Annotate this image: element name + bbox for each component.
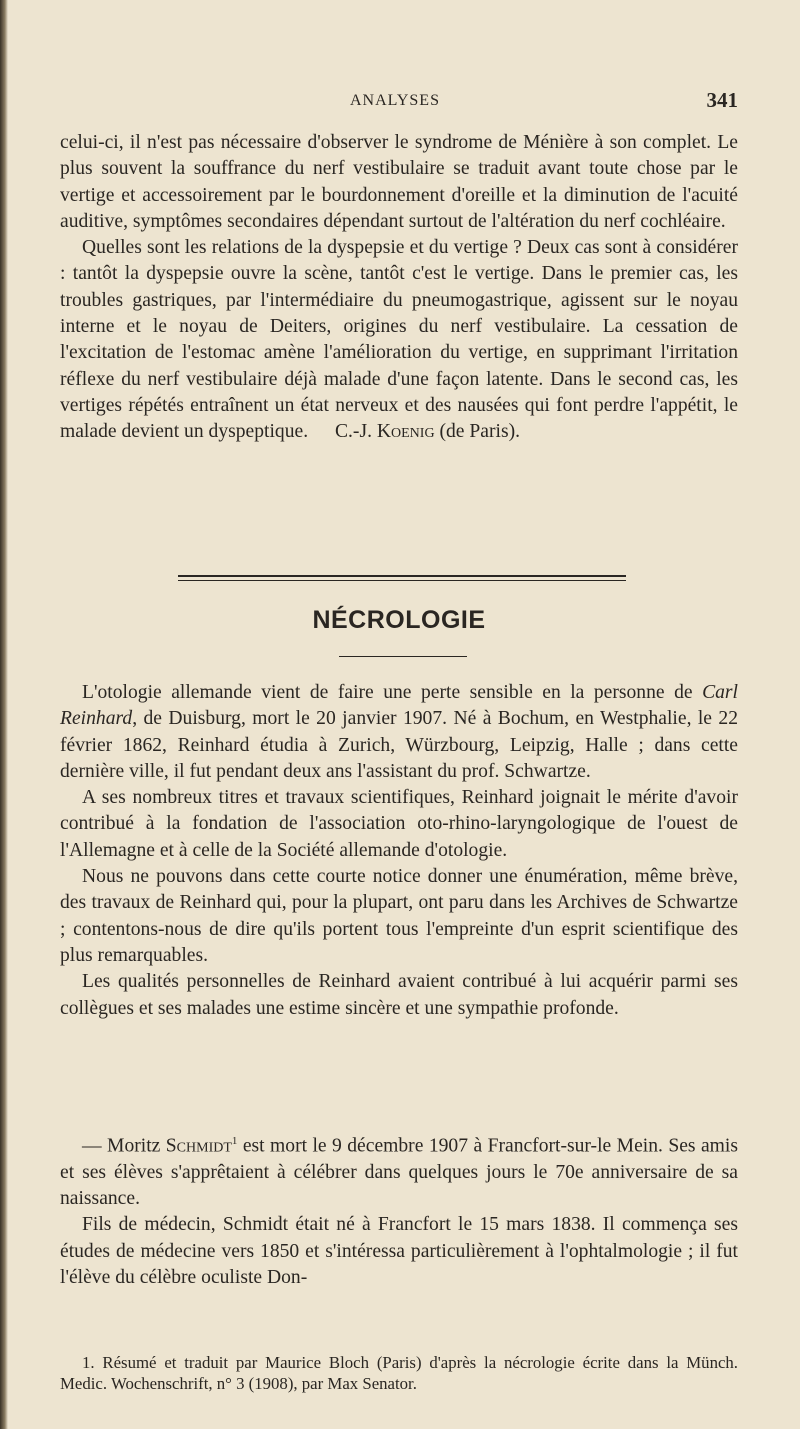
section-title: NÉCROLOGIE [312, 606, 486, 634]
page-binding-edge [0, 0, 8, 1429]
obituary-text: , de Duisburg, mort le 20 janvier 1907. Né à Bochum, en Westphalie, le 22 février 1862, Reinhard étudia à Zurich, Würzbourg, Leipzig, Halle ; dans cette dernière ville, il fut pendant deux ans l'assistant du prof. Schwartze. [60, 708, 738, 782]
footnote [60, 1352, 738, 1394]
obituary-text: L'otologie allemande vient de faire une perte sensible en la personne de [82, 682, 703, 703]
obituary-paragraph: Les qualités personnelles de Reinhard avaient contribué à lui acquérir parmi ses collègues et ses malades une estime sincère et une sympathie profonde. [60, 971, 738, 1019]
signature-place: (de Paris). [439, 421, 520, 443]
obituary-paragraph [60, 1128, 738, 1212]
obituary-schmidt [60, 1128, 738, 1291]
obituary-paragraph: Fils de médecin, Schmidt était né à Francfort le 15 mars 1838. Il commença ses études de médecine vers 1850 et s'intéressa particulièrement à l'ophtalmologie ; il fut l'élève du célèbre oculiste Don- [60, 1214, 738, 1289]
footnote-text: 1. Résumé et traduit par Maurice Bloch (Paris) d'après la nécrologie écrite dans la Münch. Medic. Wochenschrift, n° 3 (1908), par Max Senator. [60, 1353, 738, 1393]
obituary-text: est mort le 9 décembre 1907 à Francfort-sur-le Mein. Ses amis et ses élèves s'apprêtaient à célébrer dans quelques jours le 70e anniversaire de sa naissance. [60, 1135, 738, 1210]
review-signature [313, 419, 520, 445]
running-head [60, 88, 738, 118]
page-number: 341 [706, 88, 738, 112]
review-paragraph: celui-ci, il n'est pas nécessaire d'observer le syndrome de Ménière à son complet. Le plus souvent la souffrance du nerf vestibulaire se traduit avant toute chose par le vertige et accessoirement par le bourdonnement d'oreille et la diminution de l'acuité auditive, symptômes secondaires dépendant surtout de l'altération du nerf cochléaire. [60, 132, 738, 232]
obituary-paragraph: A ses nombreux titres et travaux scientifiques, Reinhard joignait le mérite d'avoir contribué à la fondation de l'association oto-rhino-laryngologique de l'ouest de l'Allemagne et à celle de la Société allemande d'otologie. [60, 787, 738, 861]
footnote-marker: 1 [231, 1135, 238, 1147]
obituary-paragraph: Nous ne pouvons dans cette courte notice donner une énumération, même brève, des travaux de Reinhard qui, pour la plupart, ont paru dans les Archives de Schwartze ; contentons-nous de dire qu'ils portent tous l'empreinte d'un esprit scientifique des plus remarquables. [60, 866, 738, 966]
person-name: Carl Reinhard [60, 682, 738, 730]
person-name: Schmidt [165, 1135, 232, 1157]
obituary-paragraph [60, 680, 738, 785]
review-paragraph [60, 235, 738, 445]
obituary-reinhard [60, 680, 738, 1022]
review-paragraph-text: Quelles sont les relations de la dyspepsie et du vertige ? Deux cas sont à considérer : tantôt la dyspepsie ouvre la scène, tantôt c'est le vertige. Dans le premier cas, les troubles gastriques, par l'intermédiaire du pneumogastrique, agissent sur le noyau interne et le noyau de Deiters, origines du nerf vestibulaire. La cessation de l'excitation de l'estomac amène l'amélioration du vertige, en supprimant l'irritation réflexe du nerf vestibulaire déjà malade d'une façon latente. Dans le second cas, les vertiges répétés entraînent un état nerveux et des nausées qui font perdre l'appétit, le malade devient un dyspeptique. [60, 237, 738, 443]
review-text [60, 130, 738, 446]
section-separator-double-rule [178, 575, 626, 581]
obituary-text: — Moritz [82, 1135, 166, 1157]
signature-name: C.-J. Koenig [334, 421, 435, 443]
section-title-underline [339, 656, 467, 657]
running-title: ANALYSES [350, 92, 440, 109]
